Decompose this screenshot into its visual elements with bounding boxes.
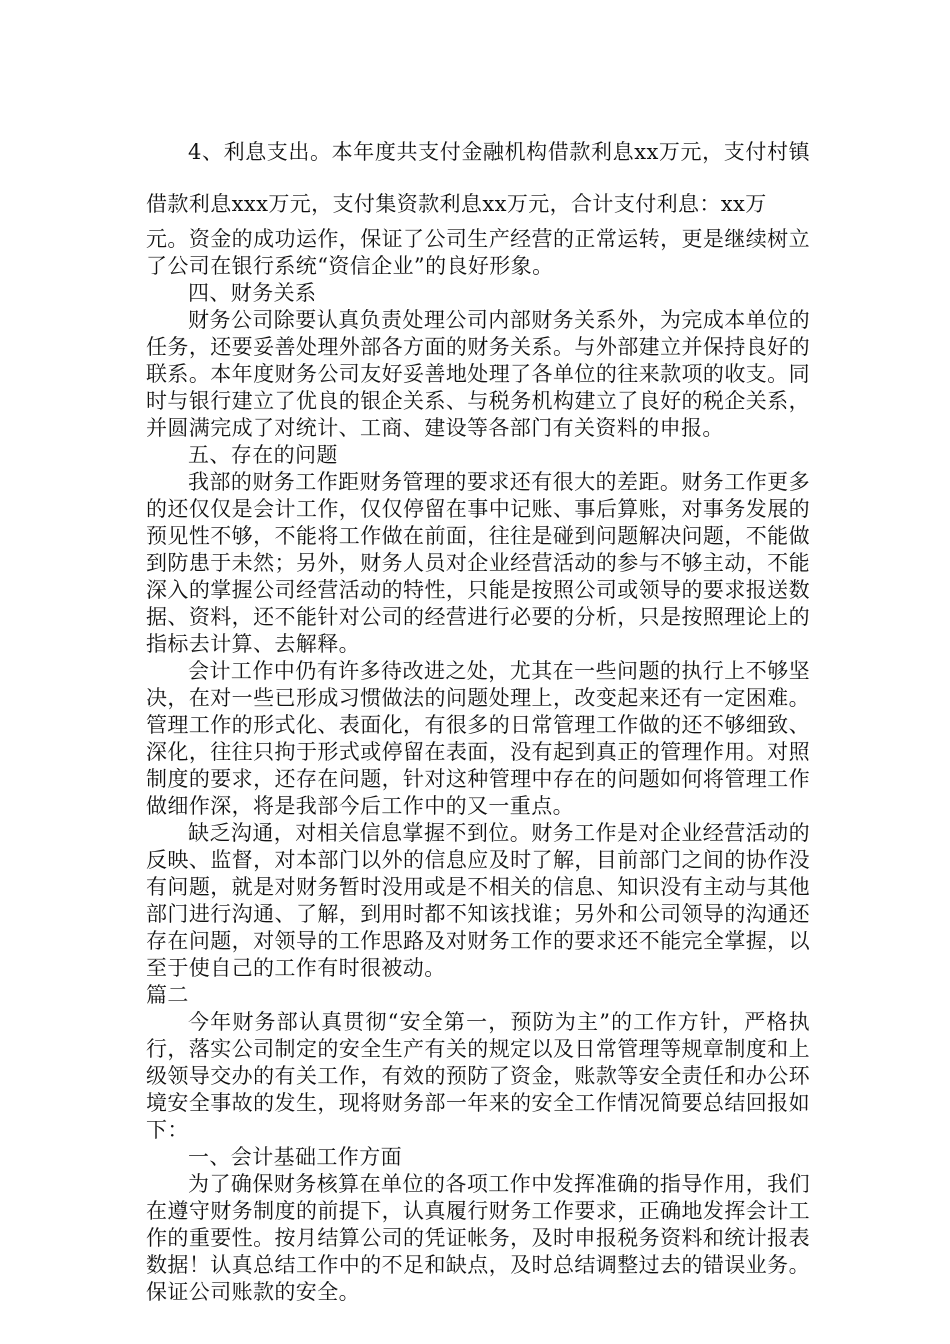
heading-financial-relations: 四、财务关系 (188, 281, 317, 305)
paragraph-accounting-basics: 为了确保财务核算在单位的各项工作中发挥准确的指导作用，我们在遵守财务制度的前提下，认真履行财务工作要求，正确地发挥会计工作的重要性。按月结算公司的凭证帐务，及时申报税务资料和统计报表数据！认真总结工作中的不足和缺点，及时总结调整过去的错误业务。保证公司账款的安全。 (146, 1172, 810, 1304)
section-label-part-two: 篇二 (146, 983, 189, 1007)
heading-accounting-basics: 一、会计基础工作方面 (188, 1145, 402, 1169)
paragraph-safety-policy: 今年财务部认真贯彻“安全第一，预防为主”的工作方针，严格执行，落实公司制定的安全生产有关的规定以及日常管理等规章制度和上级领导交办的有关工作，有效的预防了资金，账款等安全责任和办公环境安全事故的发生，现将财务部一年来的安全工作情况简要总结回报如下： (146, 1010, 810, 1142)
paragraph-funds-operation: 元。资金的成功运作，保证了公司生产经营的正常运转，更是继续树立了公司在银行系统“资信企业”的良好形象。 (146, 227, 810, 278)
paragraph-problems-accounting: 会计工作中仍有许多待改进之处，尤其在一些问题的执行上不够坚决，在对一些已形成习惯做法的问题处理上，改变起来还有一定困难。管理工作的形式化、表面化，有很多的日常管理工作做的还不够细致、深化，往往只拘于形式或停留在表面，没有起到真正的管理作用。对照制度的要求，还存在问题，针对这种管理中存在的问题如何将管理工作做细作深，将是我部今后工作中的又一重点。 (146, 659, 810, 818)
paragraph-financial-relations: 财务公司除要认真负责处理公司内部财务关系外，为完成本单位的任务，还要妥善处理外部各方面的财务关系。与外部建立并保持良好的联系。本年度财务公司友好妥善地处理了各单位的往来款项的收支。同时与银行建立了优良的银企关系、与税务机构建立了良好的税企关系，并圆满完成了对统计、工商、建设等各部门有关资料的申报。 (146, 308, 810, 440)
document-body (146, 226, 810, 1306)
paragraph-interest-expense: 4、利息支出。本年度共支付金融机构借款利息xx万元，支付村镇借款利息xxx万元，支付集资款利息xx万元，合计支付利息：xx万 (146, 140, 810, 216)
paragraph-problems-gap: 我部的财务工作距财务管理的要求还有很大的差距。财务工作更多的还仅仅是会计工作，仅仅停留在事中记账、事后算账，对事务发展的预见性不够，不能将工作做在前面，往往是碰到问题解决问题，不能做到防患于未然；另外，财务人员对企业经营活动的参与不够主动，不能深入的掌握公司经营活动的特性，只能是按照公司或领导的要求报送数据、资料，还不能针对公司的经营进行必要的分析，只是按照理论上的指标去计算、去解释。 (146, 470, 810, 656)
interest-paragraph-block (146, 126, 810, 230)
heading-existing-problems: 五、存在的问题 (188, 443, 338, 467)
paragraph-problems-communication: 缺乏沟通，对相关信息掌握不到位。财务工作是对企业经营活动的反映、监督，对本部门以外的信息应及时了解，目前部门之间的协作没有问题，就是对财务暂时没用或是不相关的信息、知识没有主动与其他部门进行沟通、了解，到用时都不知该找谁；另外和公司领导的沟通还存在问题，对领导的工作思路及对财务工作的要求还不能完全掌握，以至于使自己的工作有时很被动。 (146, 821, 810, 980)
